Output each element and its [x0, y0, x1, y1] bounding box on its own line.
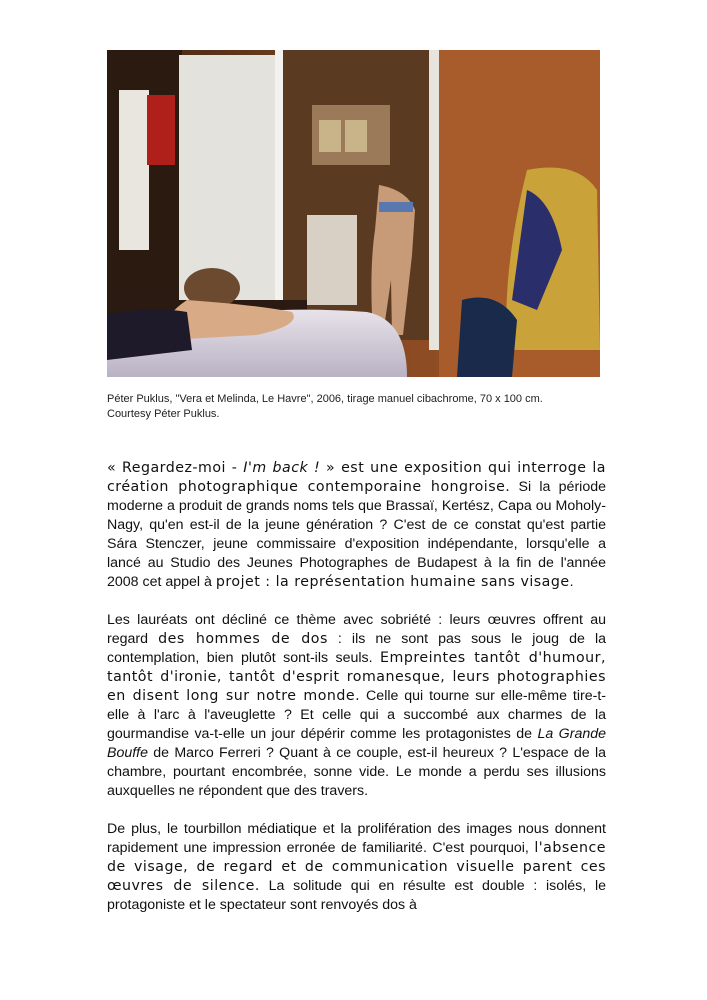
p1-lead-end: » est une exposition qui interroge la création photographique contemporaine hongroise. [107, 460, 606, 495]
p2-highlight-1: des hommes de dos [158, 631, 328, 647]
p3-start: De plus, le tourbillon médiatique et la prolifération des images nous donnent rapidement une impression erronée de familiarité. C'est pourquoi, [107, 821, 606, 856]
article-body [107, 459, 606, 934]
paragraph-1 [107, 459, 606, 592]
p2-highlight-2: Empreintes tantôt d'humour, tantôt d'ironie, tantôt d'esprit romanesque, leurs photographies en disent long sur notre monde. [107, 650, 606, 704]
photo-illustration [107, 50, 600, 377]
paragraph-2 [107, 611, 606, 801]
p2-body: Celle qui tourne sur elle-même tire-t-elle à l'arc à l'aveuglette ? Et celle qui a succombé aux charmes de la gourmandise va-t-elle un jour dépérir comme les protagonistes de [107, 688, 606, 742]
p1-end: . [569, 574, 574, 590]
photograph [107, 50, 600, 377]
caption-line-2: Courtesy Péter Puklus. [107, 408, 220, 420]
p2-end: de Marco Ferreri ? Quant à ce couple, est-il heureux ? L'espace de la chambre, pourtant encombrée, sonne vide. Le monde a perdu ses illusions auxquelles ne répondent que des travers. [107, 745, 606, 799]
p3-end: La solitude qui en résulte est double : isolés, le protagoniste et le spectateur sont renvoyés dos à [107, 878, 606, 913]
p3-highlight: l'absence de visage, de regard et de communication visuelle parent ces œuvres de silence. [107, 840, 606, 894]
p1-lead: « Regardez-moi - [107, 460, 244, 476]
p1-theme: projet : la représentation humaine sans visage [215, 574, 570, 590]
photo-caption [107, 392, 600, 422]
paragraph-3 [107, 820, 606, 915]
p2-film-title: La Grande Bouffe [107, 726, 607, 761]
caption-line-1: Péter Puklus, "Vera et Melinda, Le Havre", 2006, tirage manuel cibachrome, 70 x 100 cm. [107, 393, 543, 405]
p1-body: Si la période moderne a produit de grands noms tels que Brassaï, Kertész, Capa ou Moholy-Nagy, qu'en est-il de la jeune génération ? C'est de ce constat qu'est partie Sára Stenczer, jeune commissaire d'exposition indépendante, lorsqu'elle a lancé au Studio des Jeunes Photographes de Budapest à la fin de l'année 2008 cet appel à [107, 479, 606, 590]
p1-exhibition-title: I'm back ! [243, 460, 321, 476]
p2-start: Les lauréats ont décliné ce thème avec sobriété : leurs œuvres offrent au regard [107, 612, 606, 647]
p2-mid: : ils ne sont pas sous le joug de la contemplation, bien plutôt sont-ils seuls. [107, 631, 606, 666]
